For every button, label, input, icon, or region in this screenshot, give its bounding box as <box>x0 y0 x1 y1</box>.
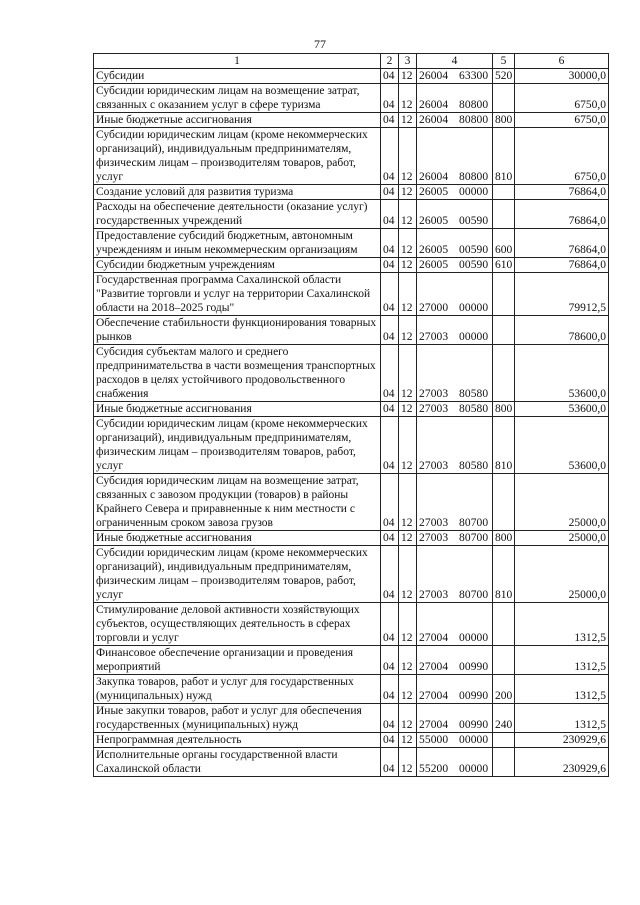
target-code-direction: 80580 <box>459 460 489 472</box>
row-expense-type <box>493 200 515 229</box>
row-expense-type <box>493 646 515 675</box>
row-amount: 230929,6 <box>515 733 609 748</box>
row-name: Субсидии бюджетным учреждениям <box>94 258 381 273</box>
row-expense-type: 810 <box>493 417 515 474</box>
table-row <box>94 128 609 185</box>
row-subsection: 12 <box>399 185 417 200</box>
target-code-program: 26004 <box>419 171 449 183</box>
target-code-program: 27004 <box>419 719 449 731</box>
row-amount: 6750,0 <box>515 113 609 128</box>
row-target-code <box>417 69 493 84</box>
row-amount: 76864,0 <box>515 185 609 200</box>
row-target-code <box>417 733 493 748</box>
table-row <box>94 69 609 84</box>
table-header-row <box>94 54 609 69</box>
table-row <box>94 258 609 273</box>
table-row <box>94 646 609 675</box>
table-row <box>94 546 609 603</box>
table-row <box>94 748 609 777</box>
target-code-direction: 00000 <box>459 734 489 746</box>
row-expense-type: 810 <box>493 128 515 185</box>
budget-table <box>93 53 609 777</box>
row-amount: 53600,0 <box>515 345 609 402</box>
row-name: Государственная программа Сахалинской области "Развитие торговли и услуг на территории Сахалинской области на 2018–2025 годы" <box>94 273 381 316</box>
row-amount: 6750,0 <box>515 84 609 113</box>
row-amount: 1312,5 <box>515 646 609 675</box>
target-code-program: 26005 <box>419 244 449 256</box>
row-target-code <box>417 646 493 675</box>
row-subsection: 12 <box>399 402 417 417</box>
row-section: 04 <box>381 273 399 316</box>
row-amount: 1312,5 <box>515 675 609 704</box>
row-name: Иные бюджетные ассигнования <box>94 531 381 546</box>
row-target-code <box>417 113 493 128</box>
row-name: Предоставление субсидий бюджетным, автономным учреждениям и иным некоммерческим организациям <box>94 229 381 258</box>
row-target-code <box>417 128 493 185</box>
table-row <box>94 113 609 128</box>
row-amount: 25000,0 <box>515 531 609 546</box>
target-code-direction: 00990 <box>459 690 489 702</box>
row-amount: 53600,0 <box>515 417 609 474</box>
target-code-direction: 00990 <box>459 661 489 673</box>
row-section: 04 <box>381 229 399 258</box>
row-amount: 78600,0 <box>515 316 609 345</box>
row-target-code <box>417 603 493 646</box>
table-row <box>94 229 609 258</box>
row-section: 04 <box>381 345 399 402</box>
table-row <box>94 402 609 417</box>
row-target-code <box>417 200 493 229</box>
header-col-2: 2 <box>381 54 399 69</box>
row-amount: 53600,0 <box>515 402 609 417</box>
row-name: Субсидии <box>94 69 381 84</box>
table-row <box>94 316 609 345</box>
table-row <box>94 603 609 646</box>
target-code-program: 27000 <box>419 302 449 314</box>
row-subsection: 12 <box>399 316 417 345</box>
row-target-code <box>417 273 493 316</box>
target-code-program: 27003 <box>419 589 449 601</box>
row-subsection: 12 <box>399 546 417 603</box>
row-subsection: 12 <box>399 128 417 185</box>
row-section: 04 <box>381 316 399 345</box>
row-subsection: 12 <box>399 704 417 733</box>
row-section: 04 <box>381 733 399 748</box>
row-name: Обеспечение стабильности функционирования товарных рынков <box>94 316 381 345</box>
row-section: 04 <box>381 531 399 546</box>
row-expense-type <box>493 474 515 531</box>
target-code-program: 55000 <box>419 734 449 746</box>
row-target-code <box>417 704 493 733</box>
row-expense-type <box>493 603 515 646</box>
row-expense-type: 800 <box>493 531 515 546</box>
target-code-program: 27004 <box>419 690 449 702</box>
target-code-program: 26004 <box>419 99 449 111</box>
row-subsection: 12 <box>399 474 417 531</box>
row-subsection: 12 <box>399 675 417 704</box>
row-name: Субсидии юридическим лицам (кроме некоммерческих организаций), индивидуальным предпринимателям, физическим лицам – производителям товаров, работ, услуг <box>94 417 381 474</box>
row-target-code <box>417 345 493 402</box>
row-target-code <box>417 417 493 474</box>
target-code-program: 55200 <box>419 763 449 775</box>
row-name: Иные бюджетные ассигнования <box>94 113 381 128</box>
header-col-1: 1 <box>94 54 381 69</box>
row-section: 04 <box>381 69 399 84</box>
row-target-code <box>417 185 493 200</box>
row-section: 04 <box>381 258 399 273</box>
row-amount: 1312,5 <box>515 704 609 733</box>
target-code-direction: 80800 <box>459 171 489 183</box>
header-col-5: 5 <box>493 54 515 69</box>
row-section: 04 <box>381 546 399 603</box>
row-section: 04 <box>381 128 399 185</box>
target-code-program: 26004 <box>419 114 449 126</box>
row-expense-type <box>493 316 515 345</box>
row-subsection: 12 <box>399 733 417 748</box>
target-code-direction: 80700 <box>459 589 489 601</box>
row-name: Субсидия субъектам малого и среднего предпринимательства в части возмещения транспортных расходов в целях устойчивого продовольственного снабжения <box>94 345 381 402</box>
row-expense-type: 520 <box>493 69 515 84</box>
table-row <box>94 474 609 531</box>
row-section: 04 <box>381 200 399 229</box>
row-expense-type <box>493 733 515 748</box>
row-target-code <box>417 84 493 113</box>
row-target-code <box>417 748 493 777</box>
row-expense-type: 800 <box>493 402 515 417</box>
row-name: Субсидии юридическим лицам (кроме некоммерческих организаций), индивидуальным предпринимателям, физическим лицам – производителям товаров, работ, услуг <box>94 128 381 185</box>
target-code-direction: 00000 <box>459 331 489 343</box>
target-code-direction: 80580 <box>459 403 489 415</box>
row-name: Субсидии юридическим лицам на возмещение затрат, связанных с оказанием услуг в сфере туризма <box>94 84 381 113</box>
table-row <box>94 200 609 229</box>
target-code-direction: 00590 <box>459 259 489 271</box>
row-amount: 6750,0 <box>515 128 609 185</box>
header-col-6: 6 <box>515 54 609 69</box>
row-amount: 25000,0 <box>515 546 609 603</box>
target-code-program: 26004 <box>419 70 449 82</box>
row-amount: 76864,0 <box>515 229 609 258</box>
row-name: Иные бюджетные ассигнования <box>94 402 381 417</box>
row-subsection: 12 <box>399 603 417 646</box>
row-target-code <box>417 402 493 417</box>
row-subsection: 12 <box>399 646 417 675</box>
target-code-program: 27003 <box>419 460 449 472</box>
row-subsection: 12 <box>399 258 417 273</box>
row-name: Расходы на обеспечение деятельности (оказание услуг) государственных учреждений <box>94 200 381 229</box>
target-code-program: 27003 <box>419 517 449 529</box>
row-target-code <box>417 546 493 603</box>
row-subsection: 12 <box>399 69 417 84</box>
target-code-program: 27003 <box>419 388 449 400</box>
page-number: 77 <box>314 37 326 51</box>
target-code-direction: 80800 <box>459 99 489 111</box>
row-section: 04 <box>381 675 399 704</box>
row-name: Создание условий для развития туризма <box>94 185 381 200</box>
target-code-program: 26005 <box>419 186 449 198</box>
row-amount: 30000,0 <box>515 69 609 84</box>
row-target-code <box>417 229 493 258</box>
header-col-4: 4 <box>417 54 493 69</box>
row-amount: 76864,0 <box>515 200 609 229</box>
row-expense-type: 240 <box>493 704 515 733</box>
row-section: 04 <box>381 185 399 200</box>
row-subsection: 12 <box>399 345 417 402</box>
table-row <box>94 704 609 733</box>
table-row <box>94 185 609 200</box>
header-col-3: 3 <box>399 54 417 69</box>
table-row <box>94 531 609 546</box>
target-code-direction: 00000 <box>459 186 489 198</box>
row-subsection: 12 <box>399 531 417 546</box>
target-code-program: 26005 <box>419 259 449 271</box>
row-amount: 230929,6 <box>515 748 609 777</box>
row-section: 04 <box>381 748 399 777</box>
row-amount: 79912,5 <box>515 273 609 316</box>
target-code-direction: 00000 <box>459 763 489 775</box>
target-code-direction: 63300 <box>459 70 489 82</box>
row-expense-type: 600 <box>493 229 515 258</box>
row-name: Закупка товаров, работ и услуг для государственных (муниципальных) нужд <box>94 675 381 704</box>
row-subsection: 12 <box>399 748 417 777</box>
target-code-direction: 00590 <box>459 215 489 227</box>
row-name: Финансовое обеспечение организации и проведения мероприятий <box>94 646 381 675</box>
row-subsection: 12 <box>399 200 417 229</box>
row-target-code <box>417 531 493 546</box>
target-code-program: 27003 <box>419 331 449 343</box>
table-row <box>94 675 609 704</box>
target-code-direction: 80580 <box>459 388 489 400</box>
target-code-direction: 00000 <box>459 632 489 644</box>
row-section: 04 <box>381 474 399 531</box>
row-target-code <box>417 675 493 704</box>
row-amount: 25000,0 <box>515 474 609 531</box>
target-code-direction: 80800 <box>459 114 489 126</box>
row-expense-type <box>493 84 515 113</box>
target-code-direction: 80700 <box>459 532 489 544</box>
row-name: Стимулирование деловой активности хозяйствующих субъектов, осуществляющих деятельность в сферах торговли и услуг <box>94 603 381 646</box>
row-expense-type: 610 <box>493 258 515 273</box>
row-expense-type: 200 <box>493 675 515 704</box>
row-subsection: 12 <box>399 417 417 474</box>
target-code-direction: 80700 <box>459 517 489 529</box>
target-code-program: 27004 <box>419 632 449 644</box>
row-name: Иные закупки товаров, работ и услуг для обеспечения государственных (муниципальных) нужд <box>94 704 381 733</box>
row-subsection: 12 <box>399 229 417 258</box>
row-expense-type <box>493 185 515 200</box>
row-name: Субсидии юридическим лицам (кроме некоммерческих организаций), индивидуальным предпринимателям, физическим лицам – производителям товаров, работ, услуг <box>94 546 381 603</box>
table-row <box>94 417 609 474</box>
table-row <box>94 345 609 402</box>
row-expense-type: 800 <box>493 113 515 128</box>
row-section: 04 <box>381 402 399 417</box>
row-section: 04 <box>381 646 399 675</box>
target-code-program: 26005 <box>419 215 449 227</box>
row-amount: 1312,5 <box>515 603 609 646</box>
row-expense-type: 810 <box>493 546 515 603</box>
table-row <box>94 273 609 316</box>
row-name: Субсидия юридическим лицам на возмещение затрат, связанных с завозом продукции (товаров) в районы Крайнего Севера и приравненные к ним местности с ограниченным сроком завоза грузов <box>94 474 381 531</box>
row-expense-type <box>493 273 515 316</box>
target-code-direction: 00990 <box>459 719 489 731</box>
row-section: 04 <box>381 113 399 128</box>
target-code-program: 27003 <box>419 403 449 415</box>
row-expense-type <box>493 345 515 402</box>
row-target-code <box>417 316 493 345</box>
row-section: 04 <box>381 603 399 646</box>
row-subsection: 12 <box>399 273 417 316</box>
row-subsection: 12 <box>399 84 417 113</box>
row-section: 04 <box>381 417 399 474</box>
row-subsection: 12 <box>399 113 417 128</box>
target-code-program: 27003 <box>419 532 449 544</box>
row-name: Непрограммная деятельность <box>94 733 381 748</box>
row-section: 04 <box>381 704 399 733</box>
target-code-program: 27004 <box>419 661 449 673</box>
row-target-code <box>417 474 493 531</box>
target-code-direction: 00590 <box>459 244 489 256</box>
row-name: Исполнительные органы государственной власти Сахалинской области <box>94 748 381 777</box>
row-section: 04 <box>381 84 399 113</box>
row-expense-type <box>493 748 515 777</box>
row-amount: 76864,0 <box>515 258 609 273</box>
table-row <box>94 84 609 113</box>
table-row <box>94 733 609 748</box>
row-target-code <box>417 258 493 273</box>
target-code-direction: 00000 <box>459 302 489 314</box>
